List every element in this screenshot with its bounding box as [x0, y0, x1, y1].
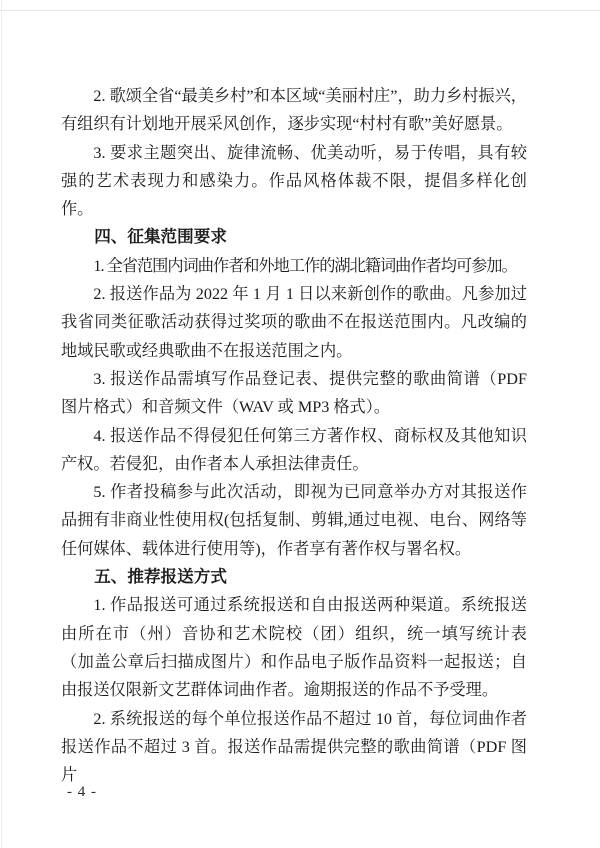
paragraph: 3. 报送作品需填写作品登记表、提供完整的歌曲简谱（PDF 图片格式）和音频文件（WAV 或 MP3 格式）。 [61, 369, 527, 417]
document-body [61, 82, 527, 789]
paragraph: 1. 全省范围内词曲作者和外地工作的湖北籍词曲作者均可参加。 [93, 256, 517, 275]
paragraph: 5. 作者投稿参与此次活动，即视为已同意举办方对其报送作品拥有非商业性使用权(包括复制、剪辑,通过电视、电台、网络等任何媒体、载体进行使用等)，作者享有著作权与署名权。 [61, 483, 527, 558]
paragraph: 2. 系统报送的每个单位报送作品不超过 10 首，每位词曲作者报送作品不超过 3 首。报送作品需提供完整的歌曲简谱（PDF 图片 [61, 709, 527, 785]
scan-artifact-top-edge [0, 10, 600, 11]
paragraph: 3. 要求主题突出、旋律流畅、优美动听，易于传唱，具有较强的艺术表现力和感染力。作品风格体裁不限，提倡多样化创作。 [61, 143, 527, 219]
paragraph: 4. 报送作品不得侵犯任何第三方著作权、商标权及其他知识产权。若侵犯，由作者本人承担法律责任。 [61, 426, 527, 473]
paragraph: 1. 作品报送可通过系统报送和自由报送两种渠道。系统报送由所在市（州）音协和艺术院校（团）组织，统一填写统计表（加盖公章后扫描成图片）和作品电子版作品资料一起报送；自由报送仅限新文艺群体词曲作者。逾期报送的作品不予受理。 [61, 596, 527, 700]
paragraph: 2. 报送作品为 2022 年 1 月 1 日以来新创作的歌曲。凡参加过我省同类征歌活动获得过奖项的歌曲不在报送范围内。凡改编的地域民歌或经典歌曲不在报送范围之内。 [61, 285, 527, 360]
scan-artifact-left-edge [1, 0, 2, 848]
section-heading-4: 四、征集范围要求 [94, 227, 227, 247]
section-heading-5: 五、推荐报送方式 [94, 567, 227, 587]
page-number: - 4 - [67, 784, 97, 800]
paragraph: 2. 歌颂全省“最美乡村”和本区域“美丽村庄”，助力乡村振兴，有组织有计划地开展采风创作，逐步实现“村村有歌”美好愿景。 [61, 87, 527, 134]
